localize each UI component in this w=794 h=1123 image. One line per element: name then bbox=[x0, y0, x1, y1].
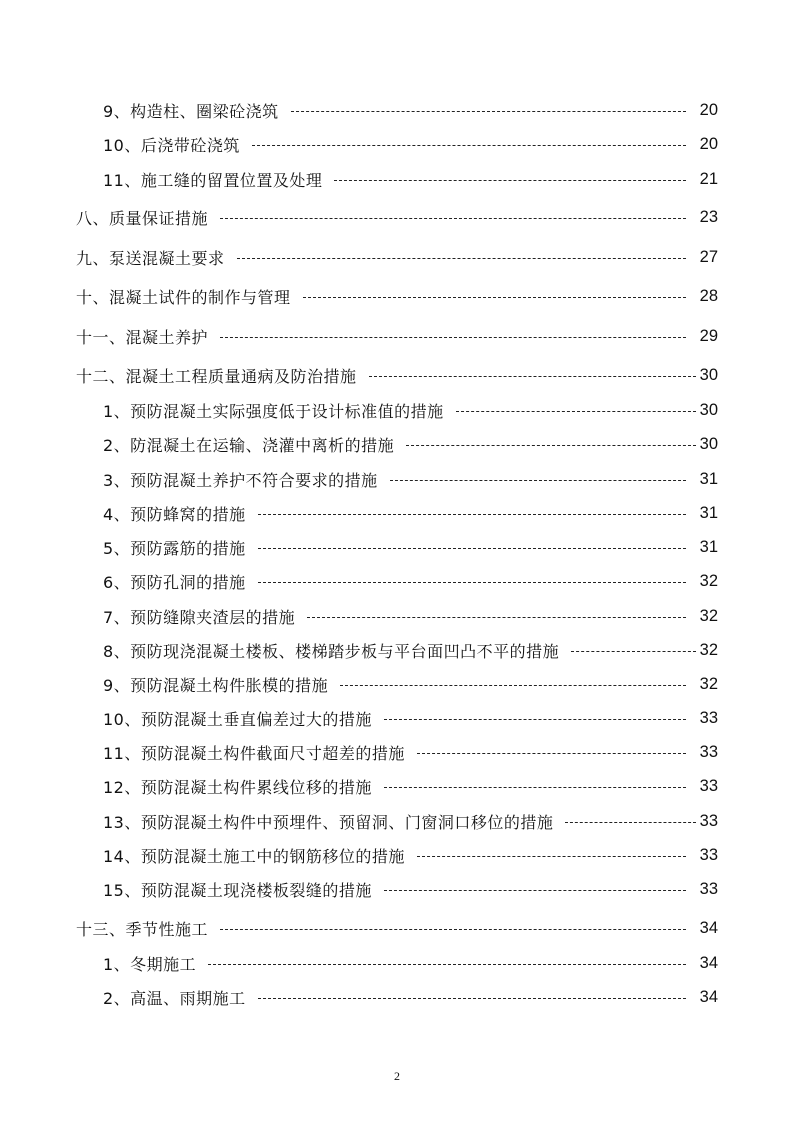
toc-entry[interactable] bbox=[103, 874, 718, 904]
toc-entry[interactable] bbox=[76, 202, 718, 232]
toc-leader bbox=[220, 337, 686, 338]
toc-leader bbox=[384, 890, 686, 891]
toc-entry-page: 32 bbox=[699, 606, 718, 625]
toc-entry-page: 29 bbox=[699, 326, 718, 345]
toc-entry[interactable] bbox=[76, 913, 718, 943]
toc-leader bbox=[340, 685, 686, 686]
toc-entry[interactable] bbox=[103, 395, 718, 425]
toc-entry[interactable] bbox=[103, 129, 718, 159]
page-number: 2 bbox=[394, 1069, 400, 1083]
toc-entry-label: 十三、季节性施工 bbox=[76, 919, 209, 939]
toc-entry-page: 34 bbox=[699, 918, 718, 937]
toc-entry-page: 33 bbox=[699, 811, 718, 830]
toc-leader bbox=[406, 445, 696, 446]
toc-leader bbox=[291, 111, 686, 112]
toc-entry[interactable] bbox=[76, 360, 718, 390]
toc-leader bbox=[369, 376, 696, 377]
toc-leader bbox=[384, 787, 686, 788]
toc-leader bbox=[258, 582, 686, 583]
toc-entry-page: 20 bbox=[699, 134, 718, 153]
toc-entry[interactable] bbox=[76, 281, 718, 311]
toc-entry[interactable] bbox=[76, 321, 718, 351]
toc-entry-page: 34 bbox=[699, 953, 718, 972]
toc-leader bbox=[220, 218, 686, 219]
toc-entry[interactable] bbox=[103, 566, 718, 596]
toc-entry-label: 八、质量保证措施 bbox=[76, 208, 209, 228]
toc-entry-label: 8、预防现浇混凝土楼板、楼梯踏步板与平台面凹凸不平的措施 bbox=[103, 641, 560, 661]
toc-entry-page: 33 bbox=[699, 708, 718, 727]
toc-entry-label: 11、预防混凝土构件截面尺寸超差的措施 bbox=[103, 743, 405, 763]
toc-leader bbox=[565, 822, 696, 823]
toc-leader bbox=[417, 753, 686, 754]
toc-entry-page: 31 bbox=[699, 503, 718, 522]
toc-entry-label: 13、预防混凝土构件中预埋件、预留洞、门窗洞口移位的措施 bbox=[103, 812, 554, 832]
toc-entry[interactable] bbox=[103, 601, 718, 631]
toc-entry-label: 11、施工缝的留置位置及处理 bbox=[103, 170, 323, 190]
toc-entry-page: 31 bbox=[699, 537, 718, 556]
toc-entry[interactable] bbox=[103, 464, 718, 494]
toc-entry-label: 12、预防混凝土构件累线位移的措施 bbox=[103, 777, 372, 797]
toc-entry-label: 10、后浇带砼浇筑 bbox=[103, 135, 240, 155]
toc-entry[interactable] bbox=[103, 771, 718, 801]
toc-entry[interactable] bbox=[103, 95, 718, 125]
toc-entry-page: 33 bbox=[699, 845, 718, 864]
toc-entry[interactable] bbox=[103, 948, 718, 978]
toc-entry-page: 20 bbox=[699, 100, 718, 119]
toc-entry-label: 十二、混凝土工程质量通病及防治措施 bbox=[76, 366, 357, 386]
toc-entry-label: 9、预防混凝土构件胀模的措施 bbox=[103, 675, 329, 695]
toc-leader bbox=[258, 998, 686, 999]
toc-leader bbox=[417, 856, 686, 857]
toc-entry-page: 30 bbox=[699, 365, 718, 384]
toc-leader bbox=[303, 297, 686, 298]
toc-entry-page: 31 bbox=[699, 469, 718, 488]
toc-entry-label: 7、预防缝隙夹渣层的措施 bbox=[103, 607, 296, 627]
toc-leader bbox=[456, 411, 696, 412]
toc-entry-label: 十、混凝土试件的制作与管理 bbox=[76, 287, 291, 307]
toc-entry-page: 30 bbox=[699, 400, 718, 419]
toc-leader bbox=[208, 964, 686, 965]
toc-entry-label: 9、构造柱、圈梁砼浇筑 bbox=[103, 101, 279, 121]
toc-entry-label: 2、防混凝土在运输、浇灌中离析的措施 bbox=[103, 435, 395, 455]
toc-entry-label: 1、预防混凝土实际强度低于设计标准值的措施 bbox=[103, 401, 444, 421]
toc-leader bbox=[571, 651, 696, 652]
toc-entry-page: 27 bbox=[699, 247, 718, 266]
toc-entry[interactable] bbox=[103, 982, 718, 1012]
toc-entry-label: 5、预防露筋的措施 bbox=[103, 538, 246, 558]
toc-leader bbox=[334, 180, 686, 181]
toc-leader bbox=[237, 258, 686, 259]
toc-entry-label: 九、泵送混凝土要求 bbox=[76, 248, 225, 268]
toc-leader bbox=[307, 617, 686, 618]
toc-entry[interactable] bbox=[103, 669, 718, 699]
toc-leader bbox=[384, 719, 686, 720]
toc-entry[interactable] bbox=[76, 242, 718, 272]
toc-entry[interactable] bbox=[103, 532, 718, 562]
toc-entry[interactable] bbox=[103, 703, 718, 733]
toc-entry-page: 32 bbox=[699, 571, 718, 590]
toc-entry-page: 28 bbox=[699, 286, 718, 305]
toc-entry[interactable] bbox=[103, 737, 718, 767]
toc-entry-page: 23 bbox=[699, 207, 718, 226]
toc-leader bbox=[258, 548, 686, 549]
toc-entry-label: 2、高温、雨期施工 bbox=[103, 988, 246, 1008]
toc-entry-label: 3、预防混凝土养护不符合要求的措施 bbox=[103, 470, 378, 490]
toc-entry[interactable] bbox=[103, 498, 718, 528]
toc-entry-page: 33 bbox=[699, 776, 718, 795]
toc-entry[interactable] bbox=[103, 164, 718, 194]
toc-entry-label: 1、冬期施工 bbox=[103, 954, 197, 974]
toc-entry-label: 4、预防蜂窝的措施 bbox=[103, 504, 246, 524]
toc-entry-label: 6、预防孔洞的措施 bbox=[103, 572, 246, 592]
toc-leader bbox=[220, 929, 686, 930]
toc-entry-label: 14、预防混凝土施工中的钢筋移位的措施 bbox=[103, 846, 405, 866]
toc-entry-label: 15、预防混凝土现浇楼板裂缝的措施 bbox=[103, 880, 372, 900]
toc-entry-page: 30 bbox=[699, 434, 718, 453]
toc-leader bbox=[390, 480, 686, 481]
toc-entry-label: 10、预防混凝土垂直偏差过大的措施 bbox=[103, 709, 372, 729]
toc-entry-page: 32 bbox=[699, 674, 718, 693]
toc-entry-page: 21 bbox=[699, 169, 718, 188]
toc-entry-page: 34 bbox=[699, 987, 718, 1006]
toc-entry[interactable] bbox=[103, 635, 718, 665]
toc-entry-page: 32 bbox=[699, 640, 718, 659]
toc-entry-page: 33 bbox=[699, 742, 718, 761]
toc-leader bbox=[258, 514, 686, 515]
toc-entry[interactable] bbox=[103, 840, 718, 870]
toc-entry-label: 十一、混凝土养护 bbox=[76, 327, 209, 347]
toc-leader bbox=[252, 145, 686, 146]
toc-entry-page: 33 bbox=[699, 879, 718, 898]
toc-entry[interactable] bbox=[103, 806, 718, 836]
toc-entry[interactable] bbox=[103, 429, 718, 459]
